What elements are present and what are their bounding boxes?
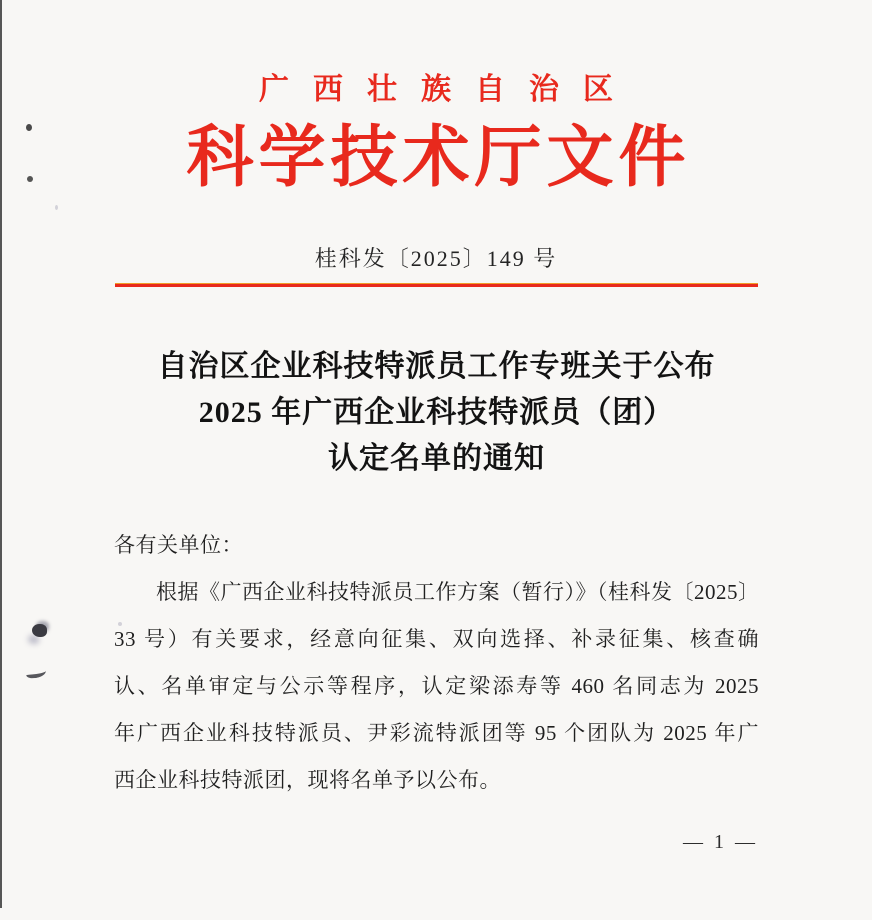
- document-reference-number: 桂科发〔2025〕149 号: [314, 246, 558, 271]
- scan-ink-smudge: [26, 667, 47, 679]
- paragraph-line: 根据《广西企业科技特派员工作方案（暂行）》（桂科发〔2025〕: [156, 580, 760, 604]
- paragraph-line: 年广西企业科技特派员、尹彩流特派团等 95 个团队为 2025 年广: [114, 721, 759, 745]
- letterhead-region-name: 广西壮族自治区: [259, 73, 637, 106]
- scan-ink-blob: [32, 624, 47, 637]
- notice-title-line-3: 认定名单的通知: [328, 442, 545, 475]
- scan-speck: [55, 205, 58, 210]
- notice-title-line-2: 2025 年广西企业科技特派员（团）: [198, 396, 675, 429]
- salutation: 各有关单位：: [114, 533, 243, 557]
- paragraph-line: 33 号）有关要求，经意向征集、双向选择、补录征集、核查确: [114, 627, 759, 651]
- letterhead-agency-document-title: 科学技术厅文件: [186, 121, 691, 195]
- paragraph-line: 认、名单审定与公示等程序，认定梁添寿等 460 名同志为 2025: [114, 674, 759, 698]
- paragraph-line: 西企业科技特派团，现将名单予以公布。: [114, 768, 501, 792]
- page-number: — 1 —: [683, 831, 758, 853]
- notice-title-line-1: 自治区企业科技特派员工作专班关于公布: [157, 350, 716, 383]
- red-divider-line: [115, 283, 758, 287]
- notice-body: [114, 522, 759, 804]
- notice-title: [114, 344, 759, 482]
